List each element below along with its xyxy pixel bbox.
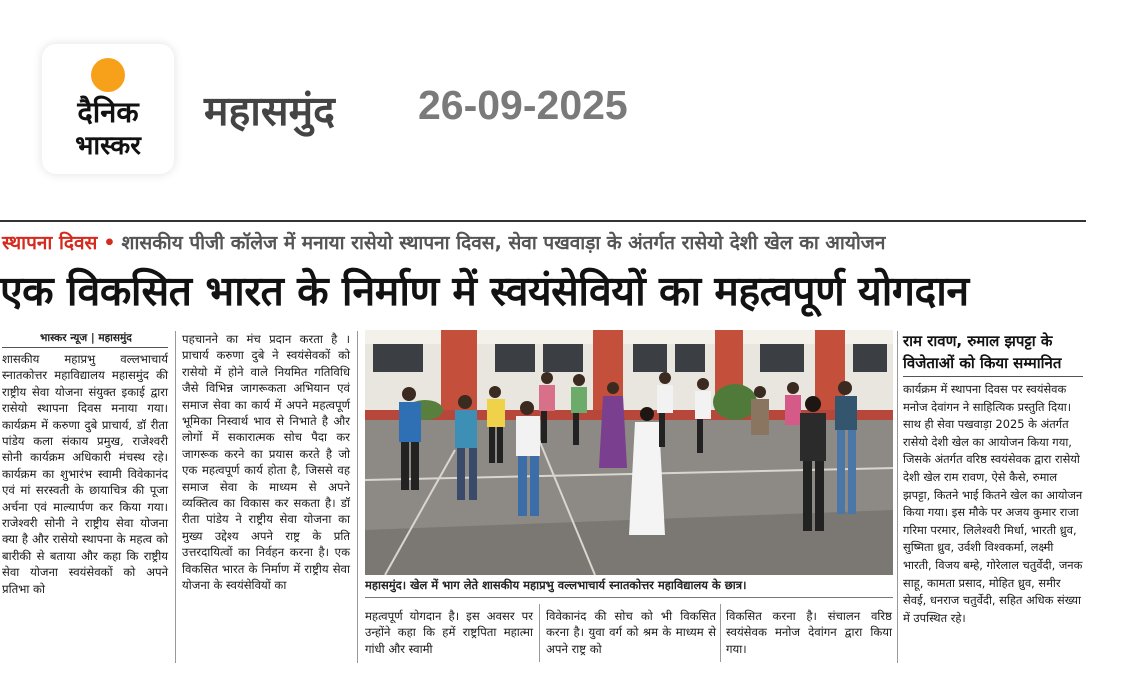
edition-city: महासमुंद xyxy=(204,87,335,135)
photo-caption: महासमुंद। खेल में भाग लेते शासकीय महाप्रभु वल्लभाचार्य स्नातकोत्तर महाविद्यालय के छात्र। xyxy=(365,578,747,592)
article-column-1: शासकीय महाप्रभु वल्लभाचार्य स्नातकोत्तर महाविद्यालय महासमुंद की राष्ट्रीय सेवा योजना संयुक्त इकाई द्वारा रासेयो स्थापना दिवस मनाया गया। कार्यक्रम में करुणा दुबे प्राचार्य, डॉ रीता पांडेय कला संकाय प्रमुख, राजेश्वरी सोनी कार्यक्रम अधिकारी मंचस्थ रहे। कार्यक्रम का शुभारंभ स्वामी विवेकानंद एवं मां सरस्वती के छायाचित्र की पूजा अर्चना एवं माल्यार्पण कर किया गया। राजेश्वरी सोनी ने राष्ट्रीय सेवा योजना क्या है और रासेयो स्थापना के महत्व को बारीकी से बताया और कहा कि राष्ट्रीय सेवा योजना स्वयंसेवकों को अपने प्रतिभा को xyxy=(2,352,168,596)
edition-date: 26-09-2025 xyxy=(418,82,628,128)
caption-divider xyxy=(365,597,893,598)
column-divider xyxy=(897,331,898,663)
kicker-label: स्थापना दिवस xyxy=(2,232,98,254)
side-story-body: कार्यक्रम में स्थापना दिवस पर स्वयंसेवक मनोज देवांगन ने साहित्यिक प्रस्तुति दिया। साथ ही सेवा पखवाड़ा 2025 के अंतर्गत रासेयो देशी खेल का आयोजन किया गया, जिसके अंतर्गत वरिष्ठ स्वयंसेवक द्वारा रासेयो देशी खेल राम रावण, ऐसे कैसे, रुमाल झपट्टा, कितने भाई कितने खेल का आयोजन किया गया। इस मौके पर अजय कुमार राजा गरिमा परमार, लिलेश्वरी मिर्धा, भारती ध्रुव, सुष्मिता ध्रुव, उर्वशी विश्वकर्मा, लक्ष्मी भारती, विजय बम्हे, गोरेलाल चतुर्वेदी, जनक साहू, कामता प्रसाद, मोहित ध्रुव, समीर सेवई, धनराज चतुर्वेदी, सहित अधिक संख्या में उपस्थित रहे। xyxy=(903,382,1083,625)
kicker-text: शासकीय पीजी कॉलेज में मनाया रासेयो स्थापना दिवस, सेवा पखवाड़ा के अंतर्गत रासेयो देशी खेल का आयोजन xyxy=(121,232,886,254)
logo-text-dainik: दैनिक xyxy=(77,95,139,129)
top-divider xyxy=(0,220,1086,222)
side-story-divider xyxy=(903,376,1083,377)
main-headline: एक विकसित भारत के निर्माण में स्वयंसेवियों का महत्वपूर्ण योगदान xyxy=(0,267,969,315)
dainik-bhaskar-logo xyxy=(42,44,174,174)
news-photo xyxy=(365,330,893,575)
column-divider xyxy=(357,331,358,663)
kicker-bullet-icon: • xyxy=(103,232,116,254)
column-divider xyxy=(539,604,540,662)
article-column-4: विवेकानंद की सोच को भी विकसित करना है। युवा वर्ग को श्रम के माध्यम से अपने राष्ट्र को xyxy=(546,609,716,656)
column-divider xyxy=(175,331,176,663)
article-column-5: विकसित करना है। संचालन वरिष्ठ स्वयंसेवक मनोज देवांगन द्वारा किया गया। xyxy=(726,609,892,656)
byline-divider xyxy=(2,347,168,348)
logo-text-bhaskar: भास्कर xyxy=(75,131,141,161)
side-story-headline: राम रावण, रुमाल झपट्टा के विजेताओं को किया सम्मानित xyxy=(903,332,1062,372)
article-column-3: महत्वपूर्ण योगदान है। इस अवसर पर उन्होंने कहा कि हमें राष्ट्रपिता महात्मा गांधी और स्वामी xyxy=(365,609,533,656)
byline: भास्कर न्यूज | महासमुंद xyxy=(40,332,132,344)
sun-logo-icon xyxy=(91,58,125,92)
kicker-line xyxy=(2,229,885,255)
article-column-2: पहचानने का मंच प्रदान करता है । प्राचार्य करुणा दुबे ने स्वयंसेवकों को रासेयो में होने वाले नियमित गतिविधि जैसे विभिन्न जागरूकता अभियान एवं समाज सेवा का कार्य में अपने महत्वपूर्ण भूमिका निस्वार्थ भाव से निभाते है और लोगों में सकारात्मक सोच पैदा कर जागरूक करने का प्रयास करते है जो एक महत्वपूर्ण कार्य होता है, जिससे वह समाज सेवा के माध्यम से अपने व्यक्तित्व का विकास कर सकता है। डॉ रीता पांडेय ने राष्ट्रीय सेवा योजना का मुख्य उद्देश्य अपने राष्ट्र के प्रति उत्तरदायित्वों का निर्वहन करना है। एक विकसित भारत के निर्माण में राष्ट्रीय सेवा योजना के स्वयंसेवियों का xyxy=(182,332,350,593)
column-divider xyxy=(720,604,721,662)
